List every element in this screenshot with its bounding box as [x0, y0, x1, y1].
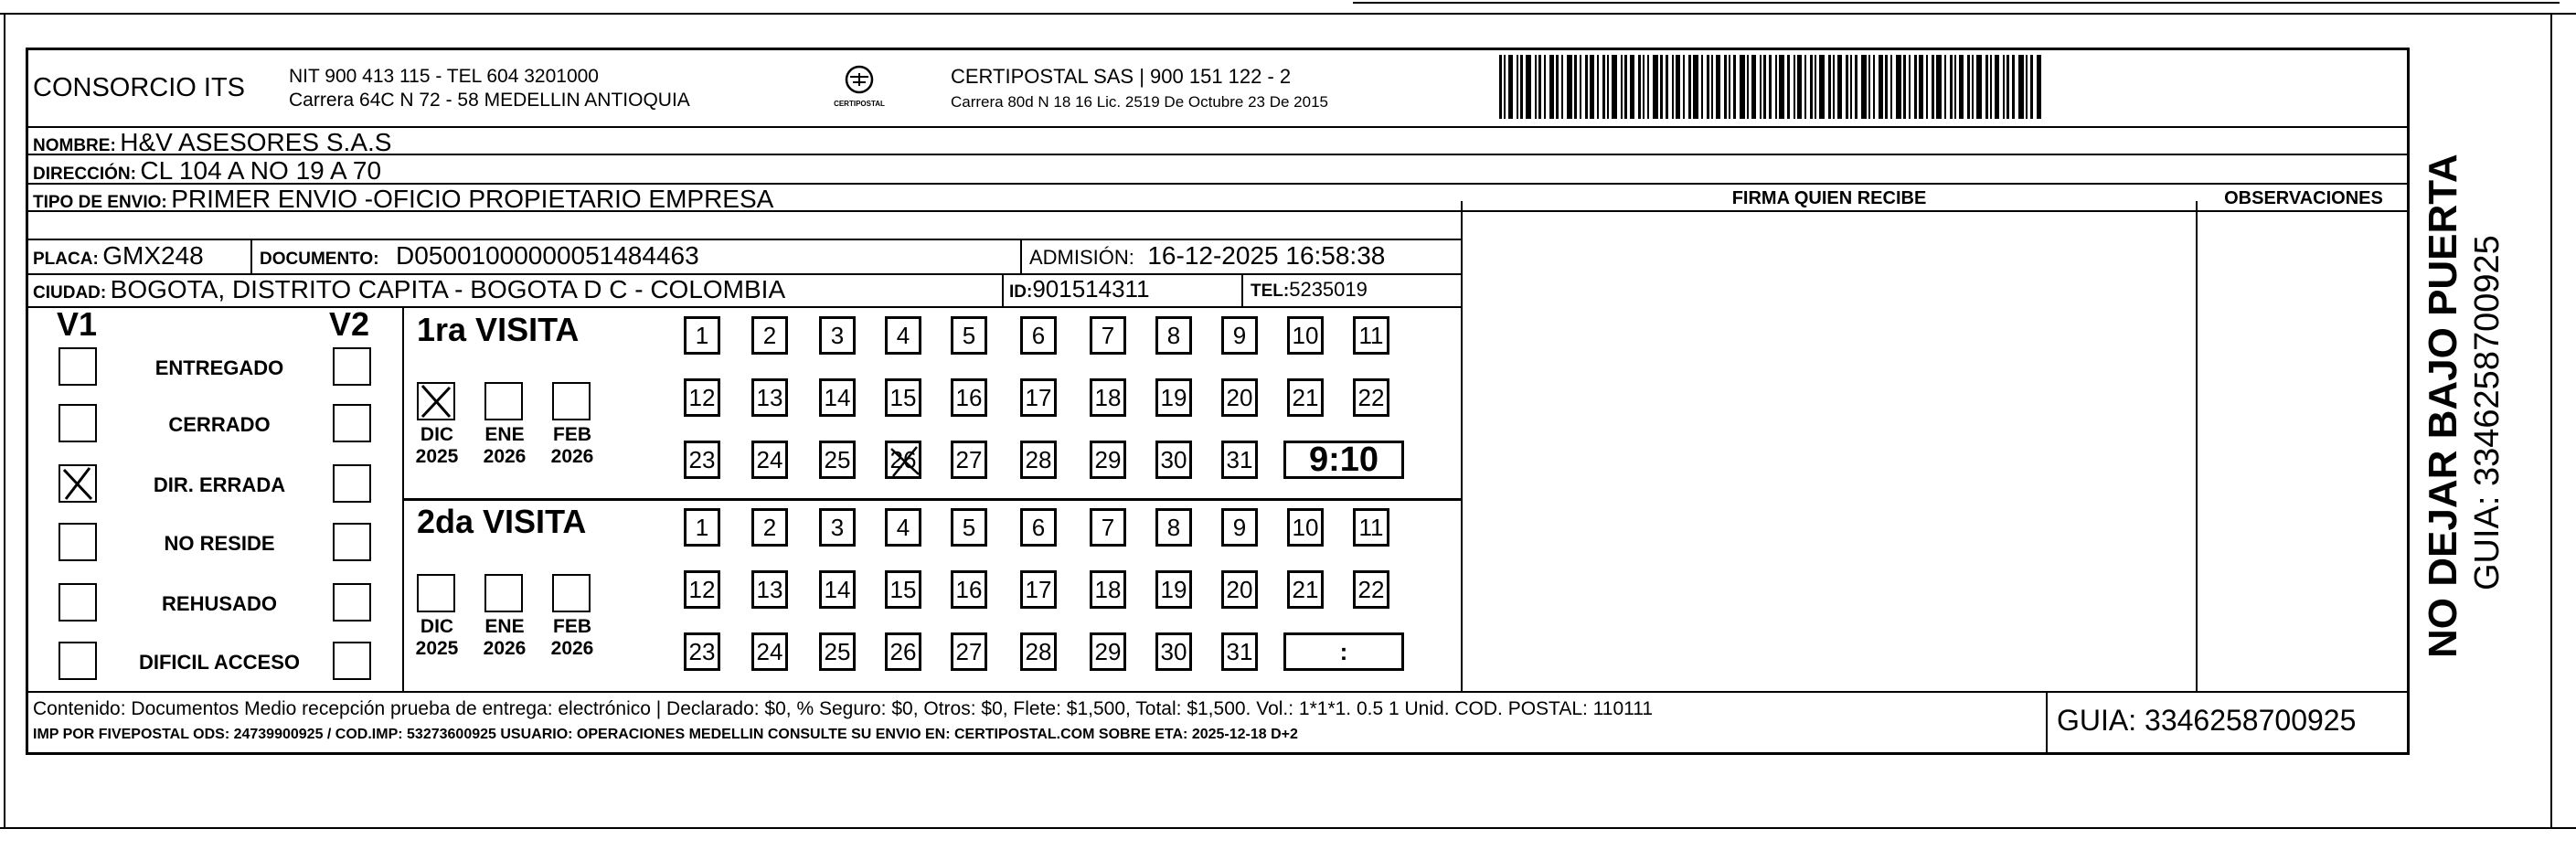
visit-2-day-box[interactable]: 18	[1090, 570, 1126, 609]
col-line	[250, 239, 252, 273]
barcode-bar	[1837, 55, 1842, 119]
barcode-bar	[1676, 55, 1680, 119]
col-line	[2196, 201, 2198, 691]
barcode-bar	[1926, 55, 1928, 119]
visit-1-day-box[interactable]: 5	[951, 316, 987, 355]
barcode-bar	[1885, 55, 1888, 119]
visit-2-day-box[interactable]: 14	[819, 570, 856, 609]
month-name: ENE	[484, 616, 525, 637]
observaciones-label: OBSERVACIONES	[2224, 188, 2383, 208]
barcode-bar	[1873, 55, 1875, 119]
month-name: DIC	[420, 616, 454, 637]
v2-checkbox-entregado[interactable]	[333, 347, 371, 386]
barcode-bar	[1747, 55, 1749, 119]
v2-checkbox-cerrado[interactable]	[333, 404, 371, 442]
barcode-bar	[1944, 55, 1946, 119]
barcode-bar	[1630, 55, 1634, 119]
barcode-bar	[1751, 55, 1756, 119]
visit-1-day-box[interactable]: 6	[1020, 316, 1057, 355]
month-year: 2025	[415, 446, 459, 467]
barcode-bar	[1647, 55, 1649, 119]
barcode-bar	[1919, 55, 1923, 119]
barcode-bar	[1729, 55, 1730, 119]
visit-1-day-box[interactable]: 16	[951, 378, 987, 417]
barcode-bar	[1896, 55, 1901, 119]
barcode-bar	[1556, 55, 1559, 119]
month-year: 2026	[483, 638, 527, 659]
barcode-bar	[1909, 55, 1911, 119]
visit-1-day-box[interactable]: 19	[1155, 378, 1192, 417]
barcode-bar	[2018, 55, 2024, 119]
firma-label: FIRMA QUIEN RECIBE	[1731, 188, 1927, 208]
visit-1-month-label	[410, 424, 464, 468]
visit-1-day-box[interactable]: 1	[684, 316, 720, 355]
direccion-label: DIRECCIÓN:	[33, 165, 136, 184]
barcode-bar	[1535, 55, 1537, 119]
ciudad-row	[33, 275, 785, 304]
footer-imp: IMP POR FIVEPOSTAL ODS: 24739900925 / COD.IMP: 53273600925 USUARIO: OPERACIONES MEDELLIN CONSULTE SU ENVIO EN: CERTIPOSTAL.COM SOBRE ETA: 2025-12-18 D+2	[33, 727, 1298, 742]
visit-1-day-box[interactable]: 31	[1221, 441, 1258, 479]
visit-2-day-box[interactable]: 12	[684, 570, 720, 609]
barcode-bar	[1775, 55, 1777, 119]
visit-1-month-label	[545, 424, 600, 468]
col-line	[1020, 239, 1022, 273]
x-mark-icon	[889, 445, 921, 478]
barcode-bar	[1779, 55, 1784, 119]
barcode-bar	[1612, 55, 1617, 119]
right-page-rule	[2550, 13, 2552, 829]
barcode-bar	[1504, 55, 1506, 119]
col-line	[1461, 201, 1463, 691]
barcode-bar	[1959, 55, 1964, 119]
barcode-bar	[1517, 55, 1518, 119]
footer-guia: GUIA: 3346258700925	[2057, 704, 2357, 737]
visit-1-time-box[interactable]: 9:10	[1283, 441, 1404, 479]
col-line	[1002, 273, 1004, 306]
visit-2-day-box[interactable]: 30	[1155, 632, 1192, 671]
visit-2-month-dic-checkbox[interactable]	[417, 574, 455, 612]
visit-2-day-box[interactable]: 9	[1221, 508, 1258, 547]
visit-1-month-ene-checkbox[interactable]	[484, 382, 523, 420]
barcode-bar	[1538, 55, 1541, 119]
visit-2-day-box[interactable]: 24	[751, 632, 788, 671]
barcode-bar	[1879, 55, 1883, 119]
visit-2-day-box[interactable]: 21	[1287, 570, 1324, 609]
visit-2-day-box[interactable]: 2	[751, 508, 788, 547]
barcode-bar	[2030, 55, 2033, 119]
certipostal-logo	[834, 64, 885, 112]
visit-1-day-box[interactable]: 15	[885, 378, 921, 417]
visit-1-day-box[interactable]: 27	[951, 441, 987, 479]
admision-row	[1029, 241, 1385, 271]
barcode-bar	[2026, 55, 2028, 119]
visit-2-day-box[interactable]: 31	[1221, 632, 1258, 671]
documento-row	[260, 241, 699, 271]
col-line	[1241, 273, 1243, 306]
barcode-bar	[1976, 55, 1982, 119]
visit-2-day-box[interactable]: 25	[819, 632, 856, 671]
month-name: FEB	[553, 616, 591, 637]
visit-2-month-label	[477, 616, 532, 660]
barcode-bar	[1950, 55, 1953, 119]
barcode-bar	[1868, 55, 1870, 119]
id-value: 901514311	[1032, 275, 1150, 303]
barcode-bar	[1716, 55, 1720, 119]
visit-1-day-box[interactable]: 28	[1020, 441, 1057, 479]
month-name: DIC	[420, 424, 454, 445]
visit-2-day-box[interactable]: 23	[684, 632, 720, 671]
barcode-bar	[1567, 55, 1572, 119]
barcode-bar	[1597, 55, 1599, 119]
visit-2-day-box[interactable]: 19	[1155, 570, 1192, 609]
visit-2-day-box[interactable]: 16	[951, 570, 987, 609]
visit-2-day-box[interactable]: 11	[1353, 508, 1389, 547]
visit-2-day-box[interactable]: 10	[1287, 508, 1324, 547]
visit-2-day-box[interactable]: 27	[951, 632, 987, 671]
v1-label: V1	[57, 305, 98, 343]
status-label-no-reside: NO RESIDE	[164, 532, 275, 555]
barcode-bar	[1815, 55, 1816, 119]
direccion-value: CL 104 A NO 19 A 70	[140, 156, 382, 185]
barcode-bar	[1643, 55, 1645, 119]
barcode-bar	[1985, 55, 1988, 119]
barcode-bar	[1660, 55, 1663, 119]
visit-1-day-box[interactable]: 14	[819, 378, 856, 417]
nombre-row	[33, 128, 391, 157]
visit-1-day-box[interactable]: 7	[1090, 316, 1126, 355]
visit-2-day-box[interactable]: 29	[1090, 632, 1126, 671]
direccion-row	[33, 156, 381, 186]
visit-1-day-box[interactable]: 3	[819, 316, 856, 355]
visit-2-day-box[interactable]: 7	[1090, 508, 1126, 547]
left-page-rule	[4, 13, 5, 829]
barcode-bar	[1683, 55, 1685, 119]
documento-value: D05001000000051484463	[396, 241, 699, 270]
company-address: Carrera 64C N 72 - 58 MEDELLIN ANTIOQUIA	[289, 90, 690, 111]
visit-2-day-box[interactable]: 15	[885, 570, 921, 609]
visit-2-day-box[interactable]: 17	[1020, 570, 1057, 609]
barcode-bar	[2012, 55, 2015, 119]
visit-1-day-box[interactable]: 2	[751, 316, 788, 355]
barcode-bar	[1972, 55, 1974, 119]
carrier-license: Carrera 80d N 18 16 Lic. 2519 De Octubre 23 De 2015	[951, 93, 1328, 111]
visit-1-day-box[interactable]: 18	[1090, 378, 1126, 417]
barcode-bar	[1638, 55, 1641, 119]
barcode-bar	[1672, 55, 1674, 119]
col-line	[2046, 691, 2048, 755]
visit-1-day-box[interactable]: 4	[885, 316, 921, 355]
visit-2-day-box[interactable]: 28	[1020, 632, 1057, 671]
barcode-bar	[1653, 55, 1658, 119]
status-label-rehusado: REHUSADO	[162, 592, 277, 615]
id-row	[1009, 275, 1150, 303]
visit-1-day-box[interactable]: 9	[1221, 316, 1258, 355]
visit-1-month-dic-checkbox[interactable]	[417, 382, 455, 420]
visit-title-2: 2da VISITA	[417, 503, 587, 540]
company-nit: NIT 900 413 115 - TEL 604 3201000	[289, 66, 599, 87]
visit-1-day-box[interactable]: 17	[1020, 378, 1057, 417]
v2-label: V2	[329, 305, 370, 343]
barcode-bar	[1804, 55, 1806, 119]
visit-1-day-box[interactable]: 22	[1353, 378, 1389, 417]
month-name: ENE	[484, 424, 525, 445]
barcode-bar	[1688, 55, 1691, 119]
visit-2-month-ene-checkbox[interactable]	[484, 574, 523, 612]
tel-label: TEL:	[1251, 282, 1290, 301]
visit-title-1: 1ra VISITA	[417, 311, 580, 348]
barcode-bar	[1932, 55, 1934, 119]
barcode-bar	[1797, 55, 1802, 119]
barcode-bar	[1508, 55, 1513, 119]
visit-2-day-box[interactable]: 5	[951, 508, 987, 547]
status-label-entregado: ENTREGADO	[154, 356, 284, 379]
tipo-envio-label: TIPO DE ENVIO:	[33, 193, 167, 212]
carrier-name: CERTIPOSTAL SAS | 900 151 122 - 2	[951, 65, 1292, 88]
logo-caption: CERTIPOSTAL	[834, 100, 885, 108]
visit-1-day-box[interactable]: 30	[1155, 441, 1192, 479]
nombre-value: H&V ASESORES S.A.S	[120, 128, 392, 156]
visit-2-day-box[interactable]: 3	[819, 508, 856, 547]
status-label-dificil-acceso: DIFICIL ACCESO	[138, 651, 300, 674]
barcode	[1499, 55, 2230, 119]
visit-2-month-label	[545, 616, 600, 660]
barcode-bar	[1526, 55, 1531, 119]
bottom-page-rule	[0, 827, 2576, 829]
tel-value: 5235019	[1289, 278, 1368, 301]
visit-1-day-box[interactable]: 12	[684, 378, 720, 417]
barcode-bar	[1861, 55, 1867, 119]
barcode-bar	[1520, 55, 1523, 119]
visit-1-day-box[interactable]: 24	[751, 441, 788, 479]
id-label: ID:	[1009, 282, 1033, 302]
month-year: 2026	[550, 638, 594, 659]
tipo-envio-row	[33, 185, 773, 214]
visit-2-day-box[interactable]: 6	[1020, 508, 1057, 547]
barcode-bar	[1846, 55, 1848, 119]
placa-label: PLACA:	[33, 250, 99, 269]
barcode-bar	[1621, 55, 1623, 119]
barcode-bar	[2003, 55, 2005, 119]
barcode-bar	[1855, 55, 1857, 119]
tipo-envio-value: PRIMER ENVIO -OFICIO PROPIETARIO EMPRESA	[171, 185, 774, 213]
visit-1-day-box[interactable]: 8	[1155, 316, 1192, 355]
barcode-bar	[2037, 55, 2041, 119]
ciudad-value: BOGOTA, DISTRITO CAPITA - BOGOTA D C - COLOMBIA	[110, 275, 786, 303]
barcode-bar	[1580, 55, 1581, 119]
placa-row	[33, 241, 204, 271]
visit-1-day-box[interactable]: 10	[1287, 316, 1324, 355]
row-line	[26, 239, 1461, 240]
month-year: 2025	[415, 638, 459, 659]
barcode-bar	[1760, 55, 1762, 119]
barcode-bar	[1602, 55, 1605, 119]
visit-1-day-box[interactable]: 21	[1287, 378, 1324, 417]
barcode-bar	[1574, 55, 1577, 119]
v2-checkbox-dificil-acceso[interactable]	[333, 642, 371, 680]
barcode-bar	[1549, 55, 1554, 119]
barcode-bar	[1499, 55, 1502, 119]
barcode-bar	[1990, 55, 1992, 119]
visit-1-month-label	[477, 424, 532, 468]
visit-2-day-box[interactable]: 4	[885, 508, 921, 547]
visit-2-day-box[interactable]: 26	[885, 632, 921, 671]
visit-2-month-feb-checkbox[interactable]	[552, 574, 591, 612]
barcode-bar	[1794, 55, 1795, 119]
visit-2-day-box[interactable]: 13	[751, 570, 788, 609]
visit-1-day-box[interactable]: 11	[1353, 316, 1389, 355]
barcode-bar	[1995, 55, 1999, 119]
tel-row	[1251, 278, 1368, 302]
visit-1-month-feb-checkbox[interactable]	[552, 382, 591, 420]
barcode-bar	[1833, 55, 1835, 119]
barcode-bar	[1810, 55, 1813, 119]
x-mark-icon	[419, 384, 453, 419]
row-line	[26, 691, 2410, 693]
barcode-bar	[1850, 55, 1852, 119]
barcode-bar	[1740, 55, 1745, 119]
barcode-bar	[1707, 55, 1709, 119]
placa-value: GMX248	[102, 241, 204, 270]
barcode-bar	[1607, 55, 1609, 119]
barcode-bar	[1769, 55, 1772, 119]
visit-1-day-box[interactable]: 25	[819, 441, 856, 479]
visit-divider	[402, 498, 1461, 501]
barcode-bar	[1544, 55, 1546, 119]
visit-2-day-box[interactable]: 22	[1353, 570, 1389, 609]
visit-2-day-box[interactable]: 20	[1221, 570, 1258, 609]
visit-1-day-box[interactable]: 29	[1090, 441, 1126, 479]
side-guia: GUIA: 3346258700925	[2468, 235, 2507, 590]
barcode-bar	[1819, 55, 1825, 119]
visit-2-day-box[interactable]: 1	[684, 508, 720, 547]
barcode-bar	[1914, 55, 1917, 119]
barcode-bar	[1890, 55, 1892, 119]
month-name: FEB	[553, 424, 591, 445]
barcode-bar	[1724, 55, 1727, 119]
v2-checkbox-rehusado[interactable]	[333, 583, 371, 622]
barcode-bar	[1590, 55, 1594, 119]
visit-1-day-box[interactable]: 13	[751, 378, 788, 417]
admision-label: ADMISIÓN:	[1029, 246, 1134, 269]
v2-checkbox-dir-errada[interactable]	[333, 464, 371, 503]
barcode-bar	[2007, 55, 2009, 119]
barcode-bar	[1561, 55, 1563, 119]
footer-contenido: Contenido: Documentos Medio recepción prueba de entrega: electrónico | Declarado: $0, % Seguro: $0, Otros: $0, Flete: $1,500, Total: $1,500. Vol.: 1*1*1. 0.5 1 Unid. COD. POSTAL: 110111	[33, 698, 1654, 719]
visit-1-day-box[interactable]: 20	[1221, 378, 1258, 417]
company-name: CONSORCIO ITS	[33, 73, 246, 102]
side-notice: NO DEJAR BAJO PUERTA	[2421, 154, 2465, 658]
top-page-rule	[1353, 2, 2560, 4]
barcode-bar	[1828, 55, 1831, 119]
v2-checkbox-no-reside[interactable]	[333, 523, 371, 561]
certipostal-logo-icon	[839, 64, 879, 95]
documento-label: DOCUMENTO:	[260, 250, 379, 269]
barcode-bar	[1967, 55, 1970, 119]
month-year: 2026	[550, 446, 594, 467]
barcode-bar	[1693, 55, 1698, 119]
barcode-bar	[1666, 55, 1668, 119]
visit-1-day-box[interactable]: 26	[885, 441, 921, 479]
barcode-bar	[1585, 55, 1588, 119]
barcode-bar	[1624, 55, 1627, 119]
visit-1-day-box[interactable]: 23	[684, 441, 720, 479]
status-label-cerrado: CERRADO	[168, 413, 271, 436]
barcode-bar	[1954, 55, 1956, 119]
admision-value: 16-12-2025 16:58:38	[1147, 241, 1386, 270]
visit-2-time-box[interactable]: :	[1283, 632, 1404, 671]
barcode-bar	[1936, 55, 1942, 119]
nombre-label: NOMBRE:	[33, 136, 116, 155]
barcode-bar	[1787, 55, 1790, 119]
top-left-rule	[0, 13, 2576, 15]
barcode-bar	[1903, 55, 1906, 119]
month-year: 2026	[483, 446, 527, 467]
row-line	[26, 306, 1461, 308]
barcode-bar	[1763, 55, 1766, 119]
barcode-bar	[1701, 55, 1703, 119]
visit-2-month-label	[410, 616, 464, 660]
barcode-bar	[1711, 55, 1713, 119]
status-label-dir-errada: DIR. ERRADA	[153, 473, 286, 496]
ciudad-label: CIUDAD:	[33, 283, 107, 303]
visit-2-day-box[interactable]: 8	[1155, 508, 1192, 547]
barcode-bar	[1733, 55, 1736, 119]
